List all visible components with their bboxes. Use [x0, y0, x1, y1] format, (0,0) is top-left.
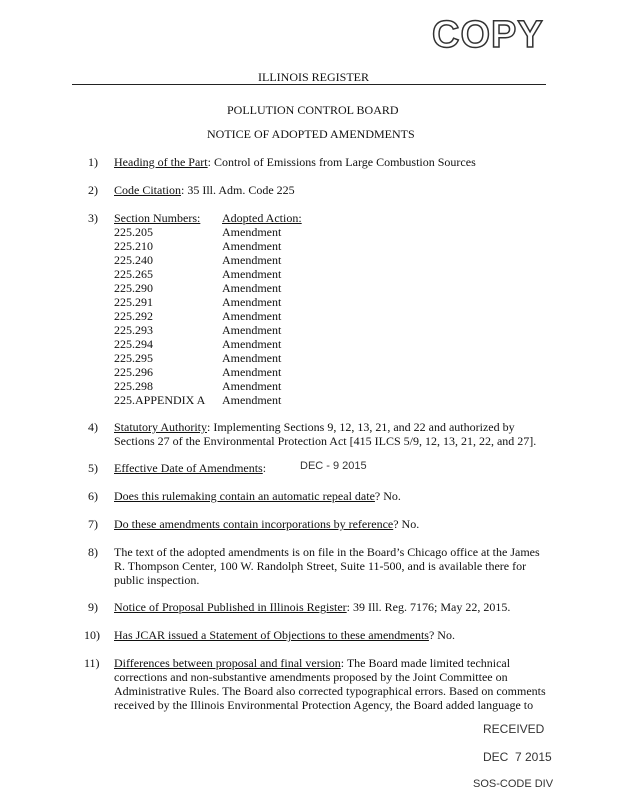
item-text: : 39 Ill. Reg. 7176; May 22, 2015. [346, 600, 511, 614]
section-number: 225.298 [114, 379, 153, 393]
section-number: 225.294 [114, 337, 153, 351]
item-label: Statutory Authority [114, 420, 207, 434]
adopted-action: Amendment [222, 225, 282, 239]
adopted-action: Amendment [222, 351, 282, 365]
section-number: 225.295 [114, 351, 153, 365]
item-number: 11) [84, 656, 100, 670]
received-label: RECEIVED [483, 722, 545, 736]
item-text: ? No. [374, 489, 401, 503]
section-number: 225.296 [114, 365, 153, 379]
item-text-line: The text of the adopted amendments is on file in the Board’s Chicago office at the James [114, 545, 540, 559]
register-title: ILLINOIS REGISTER [258, 70, 369, 84]
received-date: DEC 7 2015 [483, 750, 552, 764]
section-number: 225.APPENDIX A [114, 393, 206, 407]
adopted-action: Amendment [222, 281, 282, 295]
adopted-action: Amendment [222, 337, 282, 351]
item-number: 2) [88, 183, 98, 197]
adopted-action: Amendment [222, 295, 282, 309]
copy-stamp: COPY [432, 14, 544, 56]
section-number: 225.293 [114, 323, 153, 337]
adopted-action: Amendment [222, 323, 282, 337]
item-label: Effective Date of Amendments [114, 461, 263, 475]
item-label: Code Citation [114, 183, 181, 197]
item-text-line: corrections and non-substantive amendments proposed by the Joint Committee on [114, 670, 508, 684]
adopted-action-header: Adopted Action: [222, 211, 302, 225]
item-text: : [262, 461, 267, 475]
received-division: SOS-CODE DIV [473, 778, 554, 790]
adopted-action: Amendment [222, 309, 282, 323]
section-number: 225.290 [114, 281, 153, 295]
item-number: 5) [88, 461, 98, 475]
section-number: 225.205 [114, 225, 153, 239]
section-number: 225.210 [114, 239, 153, 253]
effective-date-stamp: DEC - 9 2015 [300, 460, 367, 472]
item-number: 9) [88, 600, 98, 614]
item-text-line: public inspection. [114, 573, 200, 587]
item-label: Has JCAR issued a Statement of Objections to these amendments [114, 628, 429, 642]
item-number: 1) [88, 155, 98, 169]
item-text-line: received by the Illinois Environmental Protection Agency, the Board added language to [114, 698, 534, 712]
adopted-action: Amendment [222, 393, 282, 407]
item-text: ? No. [428, 628, 455, 642]
item-text: : The Board made limited technical [340, 656, 511, 670]
item-text-line: R. Thompson Center, 100 W. Randolph Street, Suite 11-500, and is available there for [114, 559, 527, 573]
item-text: : Control of Emissions from Large Combustion Sources [207, 155, 476, 169]
item-label: Notice of Proposal Published in Illinois Register [114, 600, 347, 614]
item-text: : 35 Ill. Adm. Code 225 [181, 183, 295, 197]
item-text: ? No. [393, 517, 420, 531]
notice-title: NOTICE OF ADOPTED AMENDMENTS [207, 127, 415, 141]
item-text-line: Administrative Rules. The Board also corrected typographical errors. Based on comments [114, 684, 546, 698]
section-number: 225.291 [114, 295, 153, 309]
item-label: Do these amendments contain incorporations by reference [114, 517, 394, 531]
adopted-action: Amendment [222, 239, 282, 253]
item-number: 7) [88, 517, 98, 531]
item-number: 8) [88, 545, 98, 559]
section-number: 225.292 [114, 309, 153, 323]
adopted-action: Amendment [222, 253, 282, 267]
section-number: 225.240 [114, 253, 153, 267]
item-number: 3) [88, 211, 98, 225]
item-text-line2: Sections 27 of the Environmental Protection Act [415 ILCS 5/9, 12, 13, 21, 22, and 27]. [114, 434, 537, 448]
adopted-action: Amendment [222, 379, 282, 393]
item-number: 4) [88, 420, 98, 434]
board-title: POLLUTION CONTROL BOARD [227, 103, 399, 117]
item-number: 10) [84, 628, 100, 642]
item-label: Does this rulemaking contain an automatic repeal date [114, 489, 375, 503]
section-number: 225.265 [114, 267, 153, 281]
section-numbers-header: Section Numbers: [114, 211, 201, 225]
item-text: : Implementing Sections 9, 12, 13, 21, and 22 and authorized by [207, 420, 515, 434]
adopted-action: Amendment [222, 267, 282, 281]
item-label: Heading of the Part [114, 155, 208, 169]
adopted-action: Amendment [222, 365, 282, 379]
item-number: 6) [88, 489, 98, 503]
item-label: Differences between proposal and final version [114, 656, 341, 670]
